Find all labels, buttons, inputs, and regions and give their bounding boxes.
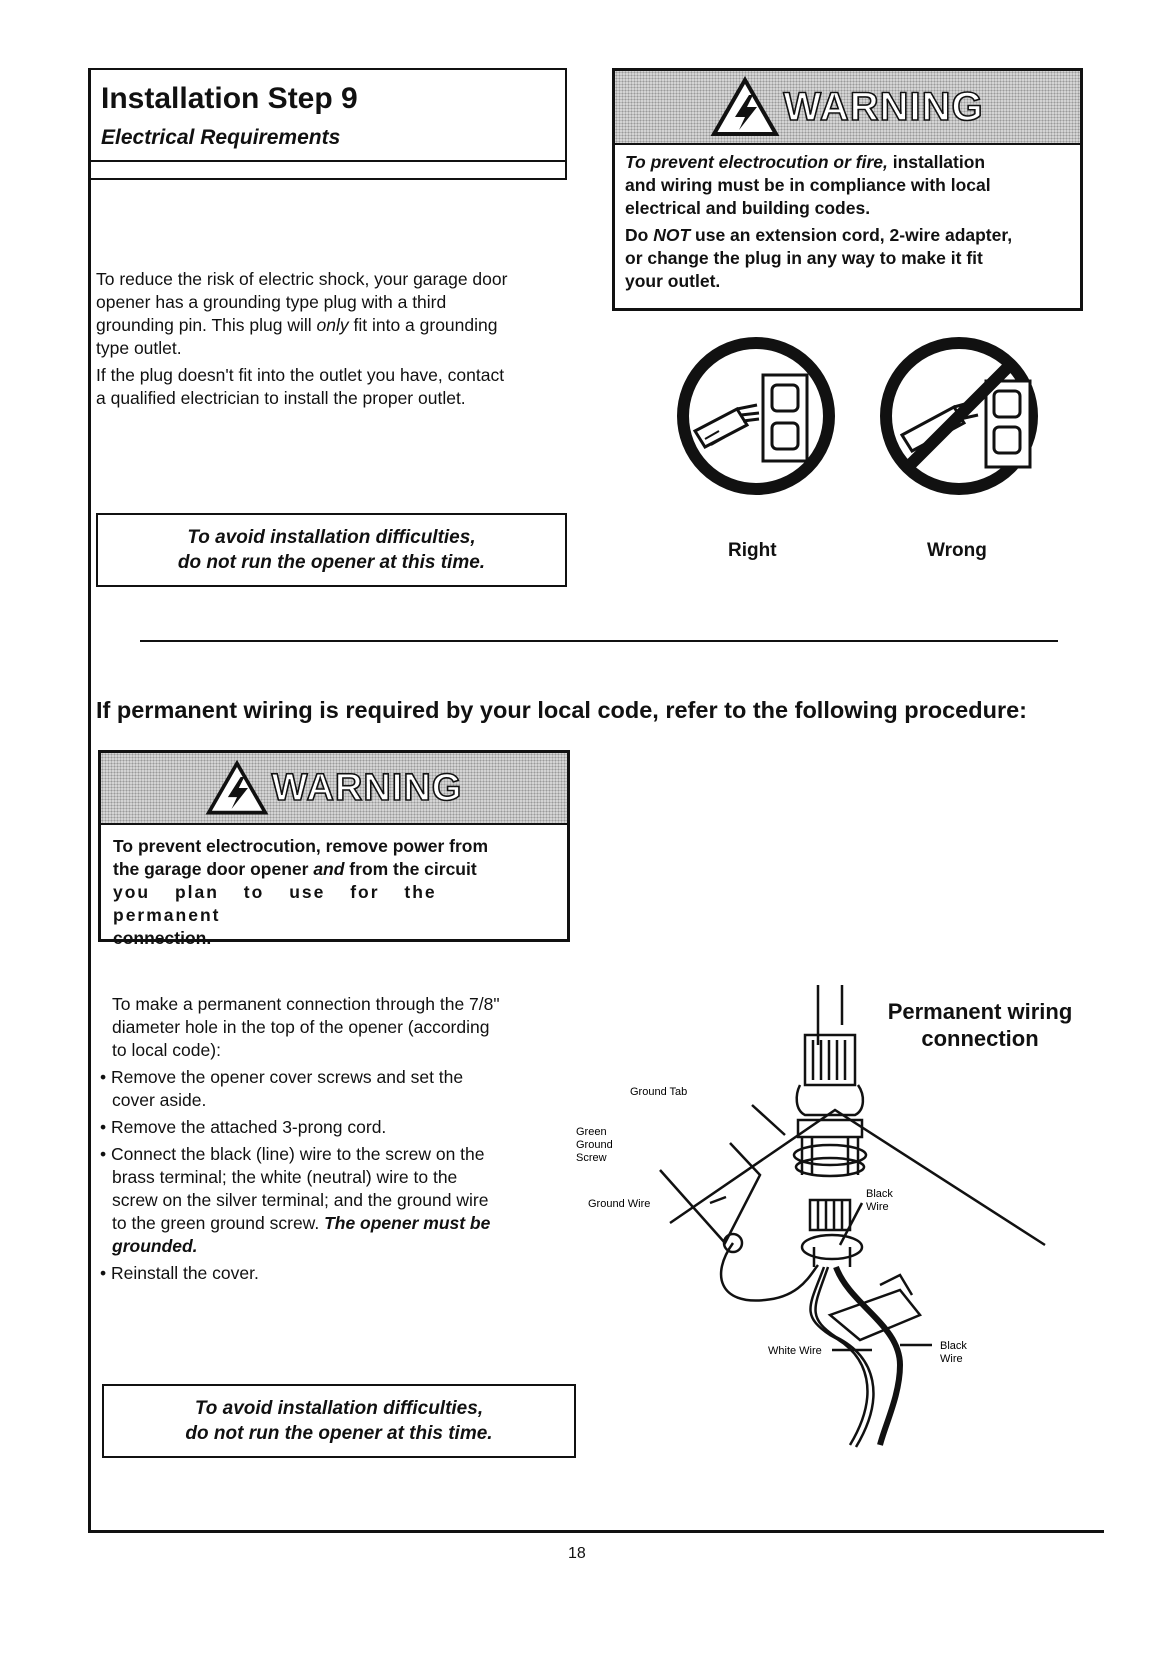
intro-text: fit into a grounding: [348, 315, 498, 335]
intro-text: grounding pin. This plug will: [96, 315, 317, 335]
caution-box-1: [96, 513, 567, 587]
warning-heading-top: WARNING: [783, 84, 984, 129]
warning-top-emphasis: To prevent electrocution or fire,: [625, 152, 888, 172]
procedure-text: [100, 993, 580, 1285]
warning-top-text: use an extension cord, 2-wire adapter,: [690, 225, 1013, 245]
intro-text: opener has a grounding type plug with a third: [96, 292, 447, 312]
warning-box-top: [612, 68, 1083, 311]
warning-banner-rule: [101, 823, 567, 825]
plug-wrong-figure: [878, 335, 1040, 497]
caution-text: do not run the opener at this time.: [177, 552, 486, 573]
intro-text: If the plug doesn't fit into the outlet you have, contact: [96, 365, 505, 385]
wiring-diagram: [576, 985, 1070, 1455]
procedure-line: brass terminal; the white (neutral) wire to the: [112, 1167, 458, 1187]
procedure-line: to the green ground screw.: [112, 1213, 325, 1233]
label-green-ground-screw: Green: [576, 1126, 607, 1138]
warning-banner-rule: [615, 143, 1080, 145]
title-divider: [91, 160, 565, 162]
procedure-bullet: • Remove the attached 3-prong cord.: [100, 1117, 387, 1137]
label-black-wire-lower: Black: [940, 1340, 967, 1352]
procedure-emphasis: The opener must be: [324, 1213, 491, 1233]
procedure-line: screw on the silver terminal; and the ground wire: [112, 1190, 489, 1210]
warning-heading-bottom: WARNING: [271, 766, 463, 809]
intro-emphasis: only: [316, 315, 349, 335]
warning-banner-top: [615, 71, 1080, 143]
warning-top-text: or change the plug in any way to make it fit: [625, 248, 983, 268]
caution-text: do not run the opener at this time.: [185, 1423, 493, 1444]
warning-top-text: installation: [887, 152, 986, 172]
warning-banner-bottom: [101, 753, 567, 823]
label-green-ground-screw: Screw: [576, 1152, 607, 1164]
step-subtitle: Electrical Requirements: [101, 126, 341, 149]
warning-top-text: Do: [625, 225, 654, 245]
wiring-title-line: connection: [921, 1026, 1039, 1051]
label-ground-wire: Ground Wire: [588, 1198, 651, 1210]
caution-text: To avoid installation difficulties,: [194, 1398, 484, 1419]
warning-text-top: [625, 151, 1012, 293]
step-title: Installation Step 9: [101, 82, 358, 115]
warning-triangle-icon: [206, 760, 268, 816]
warning-bottom-emphasis: and: [313, 859, 345, 879]
intro-text: type outlet.: [96, 338, 182, 358]
warning-top-text: your outlet.: [625, 271, 721, 291]
label-black-wire-upper: Black: [866, 1188, 893, 1200]
label-black-wire-lower: Wire: [940, 1353, 963, 1365]
warning-top-text: and wiring must be in compliance with local: [625, 175, 991, 195]
warning-bottom-text: from the circuit: [344, 859, 477, 879]
procedure-bullet: • Remove the opener cover screws and set the: [100, 1067, 464, 1087]
warning-box-bottom: [98, 750, 570, 948]
page-number: 18: [568, 1545, 586, 1562]
procedure-line: diameter hole in the top of the opener (according: [112, 1017, 490, 1037]
warning-top-emphasis: NOT: [653, 225, 691, 245]
permanent-wiring-heading: If permanent wiring is required by your local code, refer to the following procedure:: [96, 697, 1028, 723]
wiring-labels: [576, 1086, 967, 1365]
warning-text-bottom: [113, 835, 555, 950]
intro-paragraph: [96, 268, 566, 410]
warning-top-text: electrical and building codes.: [625, 198, 871, 218]
warning-bottom-text: To prevent electrocution, remove power from: [113, 836, 489, 856]
label-black-wire-upper: Wire: [866, 1201, 889, 1213]
caution-text: To avoid installation difficulties,: [187, 527, 476, 548]
plug-right-figure: [675, 335, 837, 497]
plug-wrong-label: Wrong: [927, 540, 987, 561]
page-bottom-rule: [88, 1530, 1104, 1533]
plug-right-label: Right: [728, 540, 777, 561]
procedure-line: To make a permanent connection through the 7/8": [112, 994, 500, 1014]
procedure-bullet: • Reinstall the cover.: [100, 1263, 259, 1283]
wiring-title-line: Permanent wiring: [887, 999, 1073, 1024]
warning-bottom-text: connection.: [113, 928, 212, 948]
step-title-box: [88, 68, 567, 180]
warning-bottom-text: you plan to use for the permanent: [113, 882, 437, 925]
procedure-emphasis: grounded.: [112, 1236, 198, 1256]
warning-bottom-text: the garage door opener: [113, 859, 314, 879]
intro-text: To reduce the risk of electric shock, your garage door: [96, 269, 508, 289]
warning-triangle-icon: [711, 77, 779, 137]
procedure-bullet: • Connect the black (line) wire to the screw on the: [100, 1144, 485, 1164]
page-left-rule: [88, 176, 91, 1531]
section-divider: [140, 640, 1058, 642]
label-green-ground-screw: Ground: [576, 1139, 613, 1151]
label-ground-tab: Ground Tab: [630, 1086, 688, 1098]
caution-box-2: [102, 1384, 576, 1458]
intro-text: a qualified electrician to install the proper outlet.: [96, 388, 466, 408]
procedure-line: to local code):: [112, 1040, 221, 1060]
label-white-wire: White Wire: [768, 1345, 822, 1357]
procedure-line: cover aside.: [112, 1090, 207, 1110]
